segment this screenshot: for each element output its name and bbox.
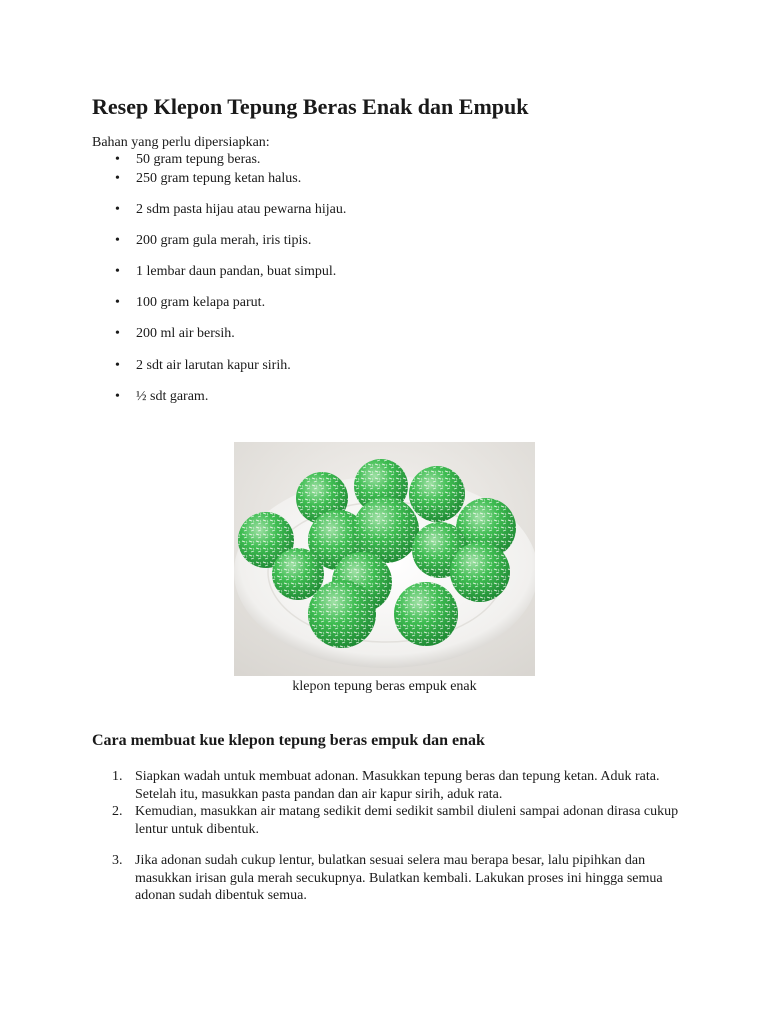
bullet-icon: • [115,171,120,186]
ingredient-text: 50 gram tepung beras. [136,152,261,167]
ingredient-text: 200 ml air bersih. [136,326,235,341]
step-text: Siapkan wadah untuk membuat adonan. Masukkan tepung beras dan tepung ketan. Aduk rata. Setelah itu, masukkan pasta pandan dan air kapur sirih, aduk rata. [135,769,660,802]
bullet-icon: • [115,152,120,167]
bullet-icon: • [115,202,120,217]
bullet-icon: • [115,358,120,373]
list-item [112,852,692,905]
list-item [112,803,692,838]
bullet-icon: • [115,233,120,248]
bullet-icon: • [115,264,120,279]
ingredient-text: ½ sdt garam. [136,389,209,404]
section-heading: Cara membuat kue klepon tepung beras empuk dan enak [92,732,485,749]
step-number: 3. [112,853,123,868]
ingredient-text: 100 gram kelapa parut. [136,295,266,310]
ingredient-text: 200 gram gula merah, iris tipis. [136,233,312,248]
bullet-icon: • [115,326,120,341]
step-number: 2. [112,804,123,819]
bullet-icon: • [115,389,120,404]
page-title: Resep Klepon Tepung Beras Enak dan Empuk [92,94,529,119]
klepon-photo [234,442,535,676]
ingredients-intro: Bahan yang perlu dipersiapkan: [92,135,270,150]
ingredient-text: 1 lembar daun pandan, buat simpul. [136,264,337,279]
step-number: 1. [112,769,123,784]
list-item [112,768,692,803]
step-text: Jika adonan sudah cukup lentur, bulatkan sesuai selera mau berapa besar, lalu pipihkan dan masukkan irisan gula merah secukupnya. Bulatkan kembali. Lakukan proses ini hingga semua adonan sudah dibentuk semua. [135,853,663,903]
step-text: Kemudian, masukkan air matang sedikit demi sedikit sambil diuleni sampai adonan dirasa cukup lentur untuk dibentuk. [135,804,679,837]
bullet-icon: • [115,295,120,310]
ingredient-text: 2 sdm pasta hijau atau pewarna hijau. [136,202,347,217]
ingredient-text: 2 sdt air larutan kapur sirih. [136,358,291,373]
ingredient-text: 250 gram tepung ketan halus. [136,171,302,186]
image-caption: klepon tepung beras empuk enak [292,679,477,694]
